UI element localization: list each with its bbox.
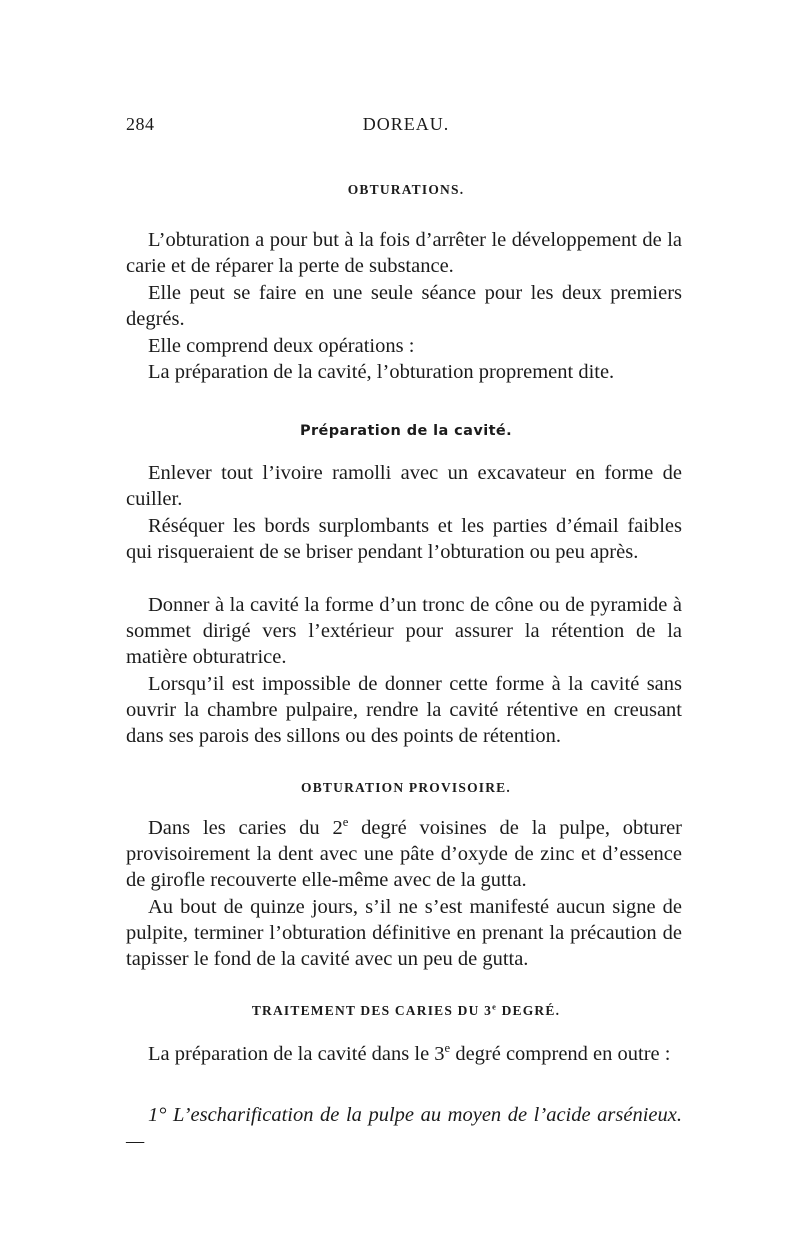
paragraph-text-end: degré comprend en outre : [450,1043,671,1065]
paragraph: Donner à la cavité la forme d’un tronc de cône ou de pyramide à sommet dirigé vers l’extérieur pour assurer la rétention de la matière obturatrice. [126,594,682,669]
section-heading-obturation-provisoire: OBTURATION PROVISOIRE. [301,780,511,795]
paragraph-text-end: degré voisines de la pulpe, obturer provisoirement la dent avec une pâte d’oxyde de zinc et d’essence de girofle recouverte elle-même avec de la gutta. [126,817,682,892]
paragraph: L’obturation a pour but à la fois d’arrêter le développement de la carie et de réparer la perte de substance. [126,229,682,278]
heading-text-start: TRAITEMENT DES CARIES DU 3 [251,1003,493,1018]
paragraph-text-start: La préparation de la cavité dans le 3 [148,1043,445,1065]
section-heading-obturations: OBTURATIONS. [347,182,465,197]
superscript: e [444,1041,451,1056]
superscript: e [492,1002,497,1012]
superscript: e [342,815,349,830]
paragraph: La préparation de la cavité, l’obturation proprement dite. [148,361,615,383]
running-title: DOREAU. [362,114,450,134]
running-header [126,114,686,144]
page-number: 284 [126,114,155,134]
heading-text-end: DEGRÉ. [497,1003,561,1018]
paragraph-italic: 1° L’escharification de la pulpe au moyen de l’acide arsénieux. — [126,1104,682,1153]
paragraph: Lorsqu’il est impossible de donner cette forme à la cavité sans ouvrir la chambre pulpaire, rendre la cavité rétentive en creusant dans ses parois des sillons ou des points de rétention. [126,673,682,748]
section-heading-preparation: Préparation de la cavité. [299,423,513,439]
paragraph [126,815,682,894]
section-heading-traitement [126,1003,686,1019]
paragraph: Elle peut se faire en une seule séance pour les deux premiers degrés. [126,282,682,331]
paragraph: Enlever tout l’ivoire ramolli avec un excavateur en forme de cuiller. [126,462,682,511]
paragraph-text-start: Dans les caries du 2 [148,817,343,839]
paragraph: Réséquer les bords surplombants et les parties d’émail faibles qui risqueraient de se briser pendant l’obturation ou peu après. [126,515,682,564]
paragraph [126,1041,682,1067]
paragraph: Elle comprend deux opérations : [148,335,415,357]
paragraph: Au bout de quinze jours, s’il ne s’est manifesté aucun signe de pulpite, terminer l’obturation définitive en prenant la précaution de tapisser le fond de la cavité avec un peu de gutta. [126,896,682,971]
